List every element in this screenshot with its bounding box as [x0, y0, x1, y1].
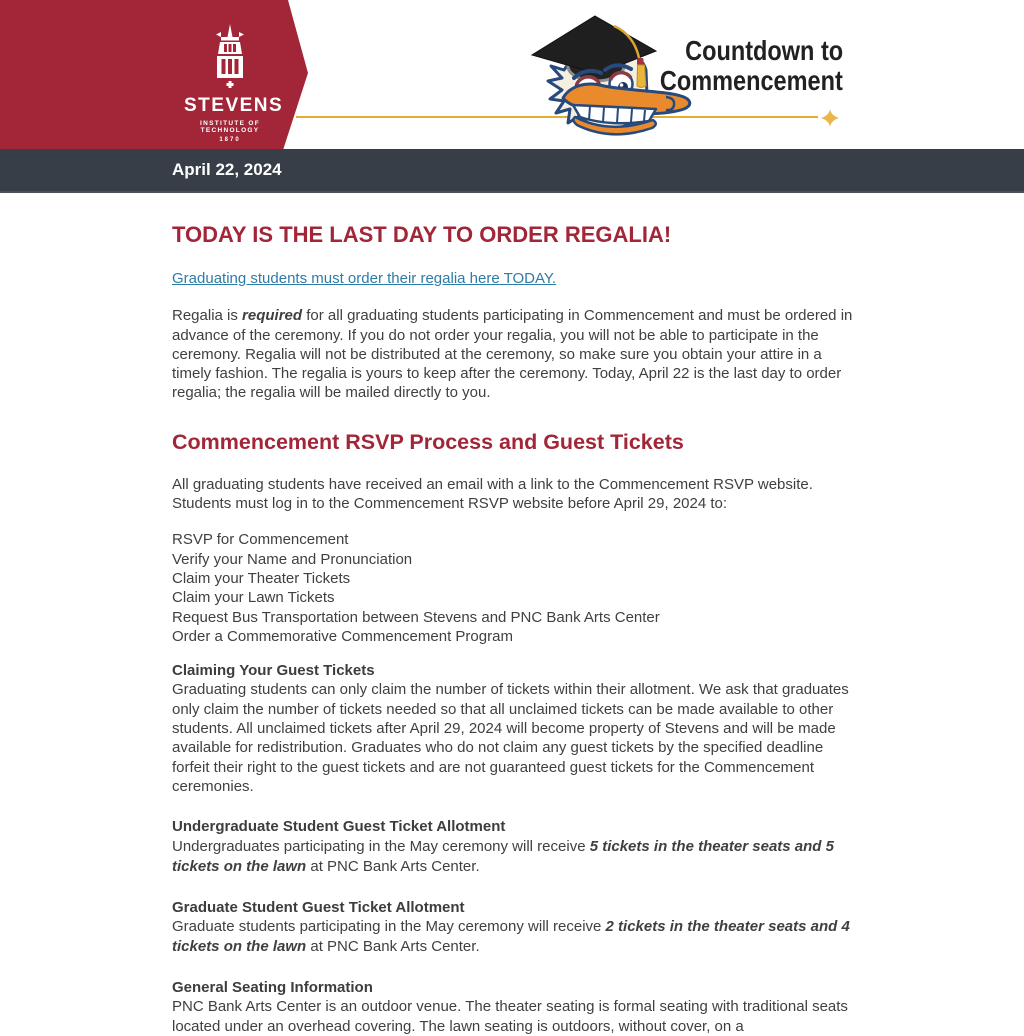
newsletter-title: [625, 36, 843, 96]
list-item: Claim your Theater Tickets: [172, 569, 351, 587]
text-segment-emphasis: 5 tickets in the theater seats and 5 tickets on the lawn: [172, 838, 834, 875]
regalia-heading: TODAY IS THE LAST DAY TO ORDER REGALIA!: [172, 222, 672, 247]
list-item: Verify your Name and Pronunciation: [172, 550, 413, 568]
text-segment-emphasis: required: [242, 307, 303, 325]
newsletter-title-line1: Countdown to: [684, 35, 843, 66]
text-segment: Graduate students participating in the May ceremony will receive: [172, 918, 606, 936]
claiming-tickets-block: [172, 661, 854, 796]
newsletter-body: [0, 193, 1024, 1036]
claiming-tickets-paragraph: Graduating students can only claim the number of tickets within their allotment. We ask that graduates only claim the number of tickets needed so that all unclaimed tickets can be made available to other students. All unclaimed tickets after April 29, 2024 will become property of Stevens and will be made available for redistribution. Graduates who do not claim any guest tickets by the specified deadline forfeit their right to the guest tickets and are not guaranteed guest tickets for the Commencement ceremonies.: [172, 681, 849, 795]
text-segment: Regalia is: [172, 307, 243, 325]
claiming-tickets-subheading: Claiming Your Guest Tickets: [172, 662, 375, 680]
list-item: Order a Commemorative Commencement Program: [172, 627, 513, 645]
regalia-link-row: [172, 269, 854, 288]
undergrad-allotment-block: [172, 817, 854, 876]
grad-allotment-subheading: Graduate Student Guest Ticket Allotment: [172, 898, 465, 916]
text-segment: at PNC Bank Arts Center.: [306, 857, 480, 875]
text-segment-emphasis: 2 tickets in the theater seats and 4 tickets on the lawn: [172, 918, 850, 956]
regalia-paragraph: [172, 306, 854, 402]
undergrad-allotment-subheading: Undergraduate Student Guest Ticket Allotment: [172, 818, 506, 836]
stevens-logo: [184, 24, 284, 143]
text-segment: Undergraduates participating in the May ceremony will receive: [172, 838, 590, 856]
issue-date-bar: [0, 149, 1024, 193]
stevens-subtitle: INSTITUTE OF TECHNOLOGY: [199, 120, 260, 134]
rsvp-task-list: [172, 530, 854, 646]
issue-date: April 22, 2024: [172, 160, 282, 179]
grad-allotment-paragraph: [172, 917, 854, 957]
newsletter-title-line2: Commencement: [660, 65, 843, 96]
stevens-founding-year: 1870: [219, 137, 241, 143]
sparkle-icon: [820, 108, 840, 133]
list-item: Claim your Lawn Tickets: [172, 589, 335, 607]
rsvp-section-heading: Commencement RSVP Process and Guest Tickets: [172, 429, 684, 454]
stevens-tower-icon: [204, 75, 256, 92]
text-segment: for all graduating students participating in Commencement and must be ordered in advance of the ceremony. If you do not order your regalia, you will not be able to participate in the ceremony. Regalia will not be distributed at the ceremony, so make sure you obtain your attire in a timely fashion. The regalia is yours to keep after the ceremony. Today, April 22 is the last day to order regalia; the regalia will be mailed directly to you.: [172, 307, 853, 402]
grad-allotment-block: [172, 898, 854, 957]
general-seating-block: [172, 978, 854, 1036]
stevens-wordmark: STEVENS: [184, 95, 284, 116]
general-seating-paragraph: PNC Bank Arts Center is an outdoor venue. The theater seating is formal seating with traditional seats located under an overhead covering. The lawn seating is outdoors, without cover, on a: [172, 998, 848, 1035]
newsletter-masthead: [0, 0, 1024, 149]
general-seating-subheading: General Seating Information: [172, 979, 373, 997]
rsvp-intro-paragraph: All graduating students have received an email with a link to the Commencement RSVP website. Students must log in to the Commencement RSVP website before April 29, 2024 to:: [172, 475, 813, 513]
text-segment: at PNC Bank Arts Center.: [306, 938, 480, 956]
list-item: Request Bus Transportation between Stevens and PNC Bank Arts Center: [172, 608, 660, 626]
undergrad-allotment-paragraph: [172, 837, 854, 877]
list-item: RSVP for Commencement: [172, 531, 349, 549]
regalia-order-link[interactable]: Graduating students must order their regalia here TODAY.: [172, 270, 557, 287]
